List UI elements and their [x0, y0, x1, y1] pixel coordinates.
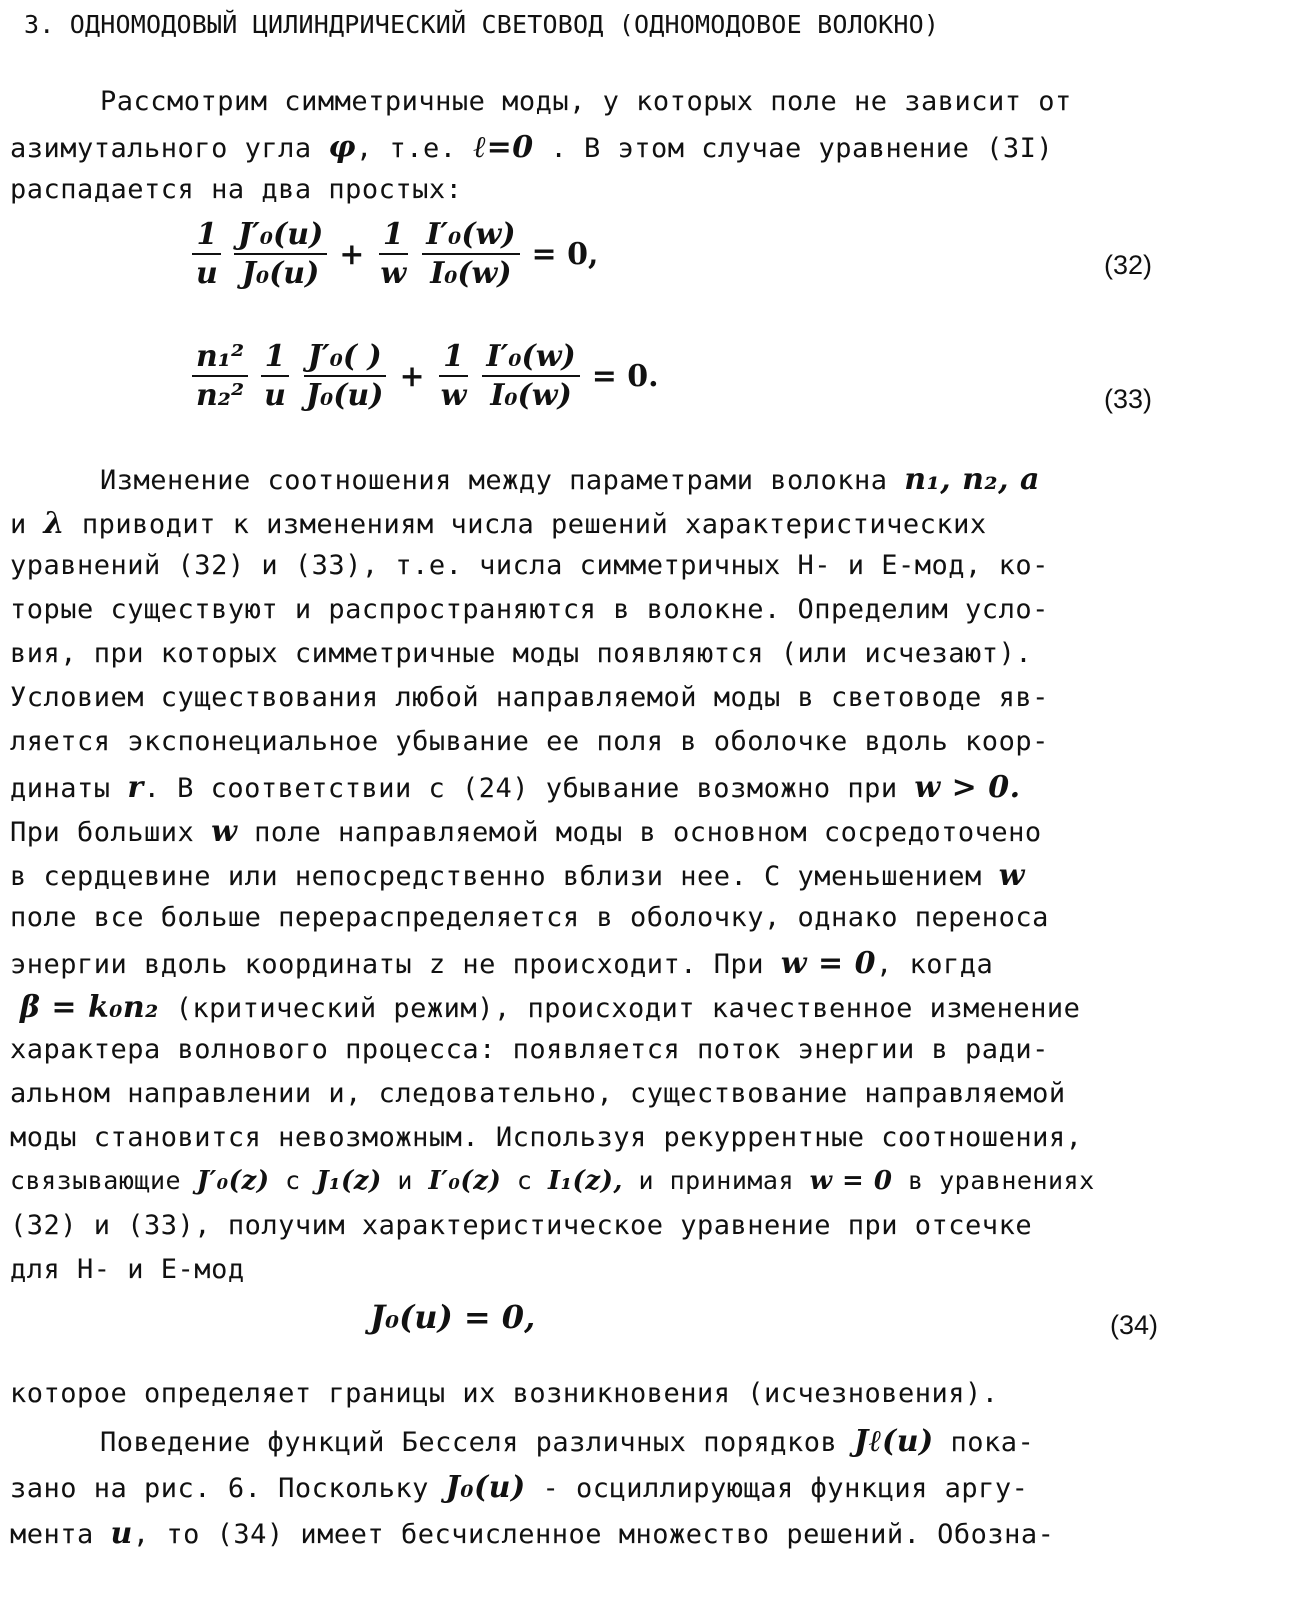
fraction — [302, 340, 388, 412]
denominator: w — [380, 256, 407, 291]
denominator: w — [440, 378, 467, 413]
section-heading: 3. ОДНОМОДОВЫЙ ЦИЛИНДРИЧЕСКИЙ СВЕТОВОД (ОДНОМОДОВОЕ ВОЛОКНО) — [24, 10, 940, 39]
numerator: 1 — [379, 218, 408, 255]
math-symbol: Jℓ(u) — [854, 1424, 934, 1459]
text-span: . В соответствии с (24) убывание возможно при — [143, 773, 898, 804]
denominator: n₂² — [196, 378, 245, 413]
math-symbol: J′₀(z) — [196, 1166, 270, 1196]
text-span: альном направлении и, следовательно, существование направляемой — [10, 1078, 1066, 1109]
text-span: и — [397, 1166, 413, 1195]
math-symbol: w > 0. — [914, 770, 1021, 805]
text-span: (32) и (33), получим характеристическое уравнение при отсечке — [10, 1210, 1033, 1241]
text-span: характера волнового процесса: появляется поток энергии в ради- — [10, 1034, 1049, 1065]
equals-zero: = 0. — [591, 358, 659, 394]
text-span: приводит к изменениям числа решений характеристических — [81, 509, 987, 540]
text-span: Рассмотрим симметричные моды, у которых поле не зависит от — [100, 86, 1072, 117]
numerator: J′₀(u) — [234, 218, 327, 255]
text-span: уравнений (32) и (33), т.е. числа симметричных Н- и Е-мод, ко- — [10, 550, 1049, 581]
denominator: u — [264, 378, 286, 413]
fraction — [482, 340, 579, 412]
text-span: , т.е. — [356, 133, 457, 164]
numerator: I′₀(w) — [482, 340, 579, 377]
text-span: распадается на два простых: — [10, 174, 463, 205]
text-span: вия, при которых симметричные моды появляются (или исчезают). — [10, 638, 1033, 669]
math-symbol: n₁, n₂, a — [904, 462, 1040, 497]
text-span: поле все больше перераспределяется в оболочку, однако переноса — [10, 902, 1049, 933]
denominator: I₀(w) — [430, 256, 512, 291]
numerator: 1 — [439, 340, 468, 377]
fraction — [376, 218, 410, 290]
numerator: J′₀( ) — [304, 340, 386, 377]
text-span: . В этом случае уравнение (3I) — [550, 133, 1054, 164]
text-span: Поведение функций Бесселя различных порядков — [100, 1427, 838, 1458]
denominator: u — [196, 256, 218, 291]
math-symbol: w = 0 — [780, 946, 876, 981]
math-symbol: ℓ=0 — [473, 130, 534, 165]
text-span: торые существуют и распространяются в волокне. Определим усло- — [10, 594, 1049, 625]
text-span: При больших — [10, 817, 195, 848]
math-symbol: J₀(u) — [445, 1470, 526, 1505]
text-line — [10, 858, 1025, 893]
text-line — [10, 1254, 245, 1285]
text-line — [10, 682, 1049, 713]
text-span: (критический режим), происходит качественное изменение — [175, 993, 1081, 1024]
math-symbol: w — [998, 858, 1025, 893]
denominator: J₀(u) — [241, 256, 320, 291]
text-line — [10, 1470, 1028, 1505]
denominator: I₀(w) — [490, 378, 572, 413]
text-span: моды становится невозможным. Используя рекуррентные соотношения, — [10, 1122, 1083, 1153]
text-line — [10, 726, 1049, 757]
math-symbol: φ — [328, 130, 357, 165]
operator: + — [339, 236, 365, 272]
text-line — [10, 1034, 1049, 1065]
text-line — [10, 1516, 1054, 1551]
text-line — [10, 814, 1042, 849]
equation-32 — [186, 218, 604, 290]
text-line — [10, 1378, 999, 1409]
text-line — [100, 1424, 1034, 1459]
text-span: и — [10, 509, 27, 540]
equation-number: (32) — [1104, 250, 1153, 280]
text-span: ляется экспонециальное убывание ее поля в оболочке вдоль коор- — [10, 726, 1049, 757]
math-symbol: r — [127, 770, 144, 805]
text-span: и принимая — [638, 1166, 795, 1195]
math-symbol: I′₀(z) — [428, 1166, 502, 1196]
numerator: 1 — [192, 218, 221, 255]
equation-34: J₀(u) = 0, — [370, 1298, 536, 1336]
text-span: для Н- и Е-мод — [10, 1254, 245, 1285]
fraction — [234, 218, 327, 290]
text-span: пока- — [950, 1427, 1035, 1458]
text-span: мента — [10, 1519, 94, 1550]
denominator: J₀(u) — [305, 378, 384, 413]
text-span: динаты — [10, 773, 111, 804]
text-line — [10, 770, 1021, 805]
math-symbol: λ — [43, 506, 66, 541]
text-line — [10, 946, 993, 981]
text-span: в сердцевине или непосредственно вблизи нее. С уменьшением — [10, 861, 982, 892]
text-span: Изменение соотношения между параметрами волокна — [100, 465, 888, 496]
text-span: которое определяет границы их возникновения (исчезновения). — [10, 1378, 999, 1409]
text-span: энергии вдоль координаты z не происходит. При — [10, 949, 764, 980]
text-span: азимутального угла — [10, 133, 312, 164]
text-line — [10, 174, 462, 205]
text-line — [20, 990, 1080, 1025]
text-line — [10, 1166, 1095, 1196]
fraction — [422, 218, 519, 290]
equation-number: (34) — [1110, 1310, 1159, 1340]
equation-33 — [186, 340, 665, 412]
text-span: в уравнениях — [908, 1166, 1095, 1195]
text-line — [10, 638, 1032, 669]
operator: + — [399, 358, 425, 394]
text-line — [10, 1078, 1066, 1109]
text-line — [10, 130, 1053, 165]
numerator: I′₀(w) — [422, 218, 519, 255]
fraction — [192, 218, 222, 290]
fraction — [437, 340, 471, 412]
text-span: , то (34) имеет бесчисленное множество решений. Обозна- — [132, 1519, 1055, 1550]
text-span: с — [285, 1166, 301, 1195]
math-symbol: u — [110, 1516, 133, 1551]
math-symbol: β = k₀n₂ — [20, 990, 159, 1025]
math-symbol: w — [211, 814, 238, 849]
text-span: связывающие — [10, 1166, 182, 1195]
text-line — [10, 902, 1049, 933]
fraction — [260, 340, 290, 412]
text-line — [100, 86, 1072, 117]
text-span: поле направляемой моды в основном сосредоточено — [254, 817, 1042, 848]
numerator: n₁² — [192, 340, 248, 377]
text-span: , когда — [876, 949, 994, 980]
text-line — [10, 594, 1049, 625]
text-line — [10, 506, 987, 541]
text-line — [10, 1122, 1082, 1153]
numerator: 1 — [261, 340, 290, 377]
math-symbol: I₁(z), — [547, 1166, 623, 1196]
text-line — [100, 462, 1040, 497]
text-line — [10, 550, 1049, 581]
text-span: Условием существования любой направляемой моды в световоде яв- — [10, 682, 1049, 713]
text-line — [10, 1210, 1032, 1241]
math-symbol: J₁(z) — [316, 1166, 382, 1196]
equation-number: (33) — [1104, 384, 1153, 414]
math-symbol: w = 0 — [809, 1166, 893, 1196]
equals-zero: = 0, — [531, 236, 599, 272]
text-span: - осциллирующая функция аргу- — [542, 1473, 1029, 1504]
fraction — [192, 340, 248, 412]
text-span: зано на рис. 6. Поскольку — [10, 1473, 429, 1504]
text-span: с — [516, 1166, 533, 1195]
